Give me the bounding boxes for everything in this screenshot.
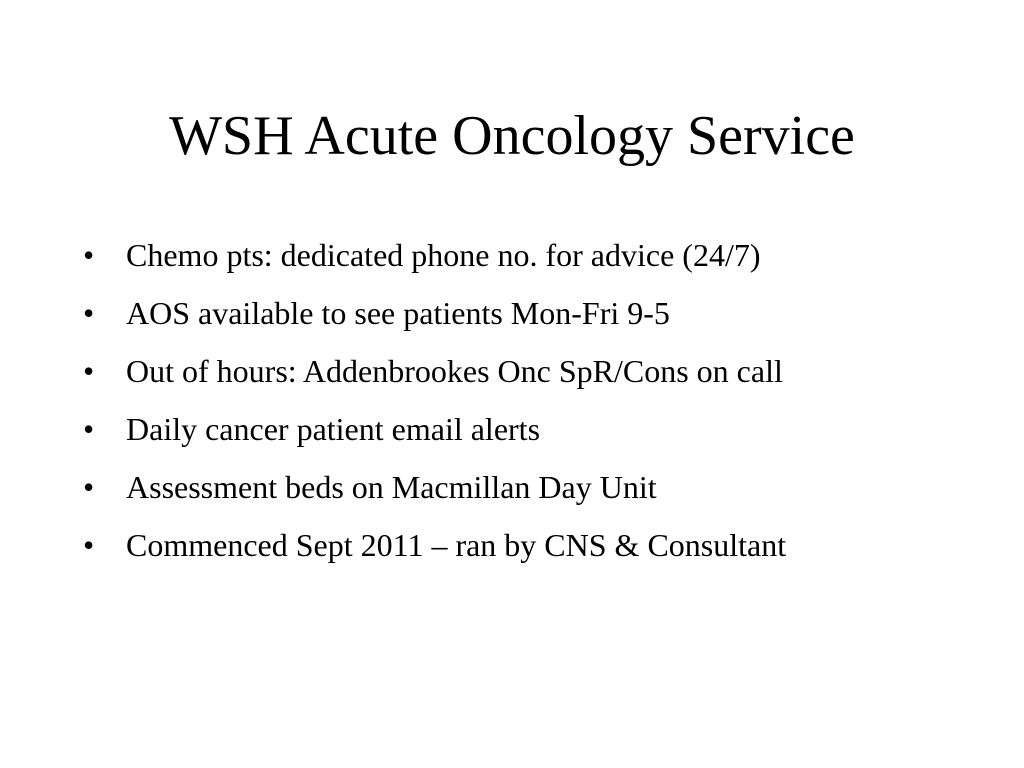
slide-title: WSH Acute Oncology Service [169,105,855,167]
list-item [83,234,923,276]
bullet-text: Out of hours: Addenbrookes Onc SpR/Cons on call [126,353,783,389]
list-item [83,350,923,392]
list-item [83,292,923,334]
bullet-icon: • [83,353,95,389]
bullet-list [83,234,923,582]
bullet-icon: • [83,411,95,447]
bullet-text: Commenced Sept 2011 – ran by CNS & Consultant [126,527,787,563]
bullet-icon: • [83,295,95,331]
bullet-icon: • [83,469,95,505]
bullet-icon: • [83,237,95,273]
list-item [83,408,923,450]
bullet-text: AOS available to see patients Mon-Fri 9-5 [126,295,670,331]
bullet-icon: • [83,527,95,563]
list-item [83,524,923,566]
list-item [83,466,923,508]
bullet-text: Assessment beds on Macmillan Day Unit [126,469,657,505]
bullet-text: Daily cancer patient email alerts [126,411,541,447]
bullet-text: Chemo pts: dedicated phone no. for advice (24/7) [126,237,761,273]
